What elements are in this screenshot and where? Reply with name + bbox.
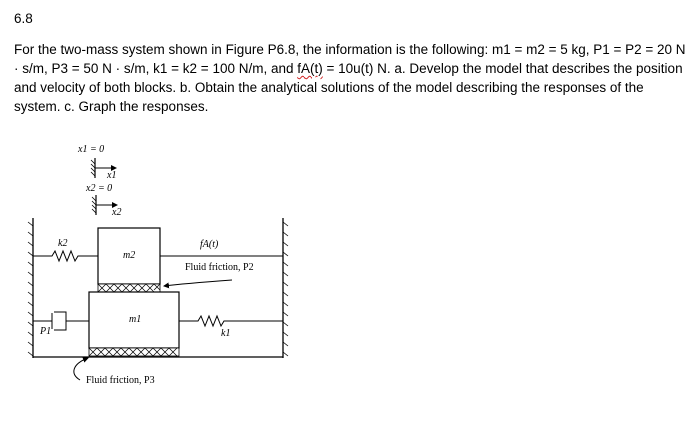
m1-label: m1 [129, 314, 142, 325]
friction-layer-p3 [89, 348, 179, 356]
left-wall [28, 218, 33, 358]
damper-p1 [33, 312, 89, 337]
problem-number: 6.8 [14, 11, 33, 26]
fluid-friction-p2-label: Fluid friction, P2 [185, 262, 254, 273]
applied-force-label: fA(t) [200, 239, 219, 250]
x1-origin-label: x1 = 0 [78, 144, 105, 155]
x2-reference [85, 183, 121, 218]
problem-text-part-1: For the two-mass system shown in Figure P6.8, the information is the following: m1 = m2 = 5 kg, P1 = P2 = 20 N · s/m, P3 = 50 N · s/m, k1 = k2 = 100 N/m, and [14, 42, 686, 76]
mass-m2 [98, 228, 160, 284]
x2-label: x2 [112, 207, 122, 218]
x2-origin-label: x2 = 0 [86, 183, 113, 194]
right-wall [283, 218, 288, 358]
k1-label: k1 [221, 328, 231, 339]
friction-layer-p2 [98, 284, 160, 292]
p1-label: P1 [40, 326, 52, 337]
spring-k1 [179, 316, 283, 339]
k2-label: k2 [58, 238, 68, 249]
mass-m1 [89, 292, 179, 348]
problem-text-part-2: = 10u(t) N. a. Develop the model that describes the position and velocity of both blocks. b. Obtain the analytical solutions of the model describing the responses of the system. c. Graph the responses. [14, 61, 683, 114]
spellcheck-flagged-word: fA(t) [297, 61, 323, 76]
m2-label: m2 [123, 250, 136, 261]
x1-reference [77, 144, 116, 181]
p2-pointer-arrow [164, 280, 232, 286]
spring-k2 [33, 238, 98, 261]
fluid-friction-p3-label: Fluid friction, P3 [86, 375, 155, 386]
x1-label: x1 [107, 170, 117, 181]
